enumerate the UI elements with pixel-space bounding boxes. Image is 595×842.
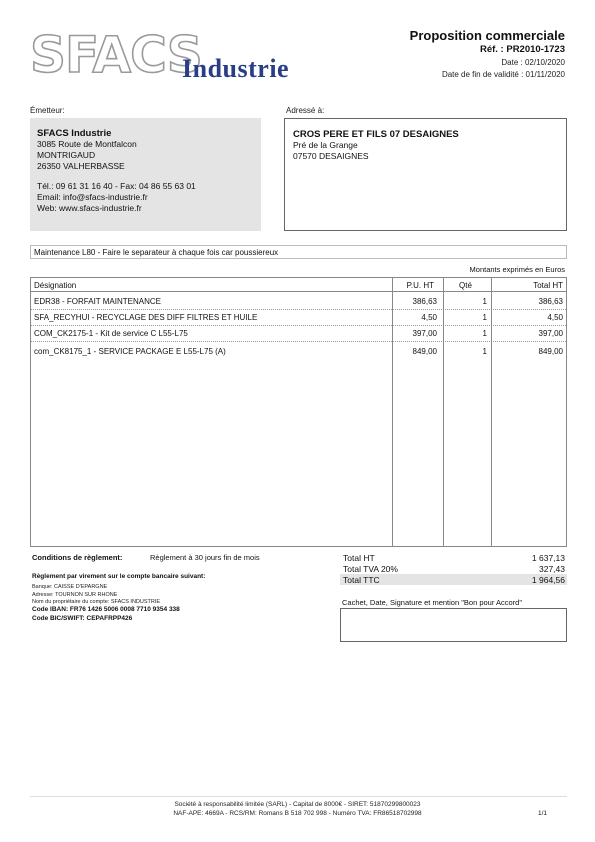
- currency-note: Montants exprimés en Euros: [469, 265, 565, 274]
- sender-web: Web: www.sfacs-industrie.fr: [37, 203, 142, 213]
- row-3-designation: COM_CK2175-1 - Kit de service C L55-L75: [34, 329, 188, 338]
- bic-code: Code BIC/SWIFT: CEPAFRPP426: [32, 615, 133, 622]
- recipient-address-1: Pré de la Grange: [293, 140, 358, 150]
- row-4-quantity: 1: [482, 347, 487, 356]
- total-tva-value: 327,43: [539, 564, 565, 574]
- bank-address: Adresse: TOURNON SUR RHONE: [32, 592, 118, 598]
- row-1-quantity: 1: [482, 297, 487, 306]
- sender-box: [30, 118, 261, 231]
- row-3-unit-price: 397,00: [412, 329, 437, 338]
- logo-subtitle: Industrie: [182, 54, 290, 83]
- table-header: [31, 278, 566, 292]
- total-ht-label: Total HT: [343, 553, 375, 563]
- total-ht-value: 1 637,13: [531, 553, 565, 563]
- row-1-total: 386,63: [538, 297, 563, 306]
- row-4-total: 849,00: [538, 347, 563, 356]
- total-ttc-value: 1 964,56: [531, 575, 565, 585]
- row-4-designation: com_CK8175_1 - SERVICE PACKAGE E L55-L75 (A): [34, 347, 226, 356]
- sender-label: Émetteur:: [30, 106, 65, 115]
- bank-transfer-title: Règlement par virement sur le compte bancaire suivant:: [32, 573, 206, 580]
- validity-date: Date de fin de validité : 01/11/2020: [441, 70, 565, 79]
- sender-phone: Tél.: 09 61 31 16 40 - Fax: 04 86 55 63 01: [37, 181, 196, 191]
- header-quantity: Qté: [459, 281, 472, 290]
- header-unit-price: P.U. HT: [406, 281, 434, 290]
- company-logo: [30, 26, 320, 90]
- footer-legal-1: Société à responsabilité limitée (SARL) - Capital de 8000€ - SIRET: 51870299800023: [174, 801, 421, 808]
- sender-email: Email: info@sfacs-industrie.fr: [37, 192, 148, 202]
- total-ttc-label: Total TTC: [343, 575, 380, 585]
- payment-terms-label: Conditions de règlement:: [32, 553, 123, 562]
- sender-address-3: 26350 VALHERBASSE: [37, 161, 125, 171]
- header-designation: Désignation: [34, 281, 77, 290]
- page-number: 1/1: [537, 810, 547, 817]
- signature-box[interactable]: [340, 608, 567, 642]
- sender-address-1: 3085 Route de Montfalcon: [37, 139, 137, 149]
- sender-name: SFACS Industrie: [37, 128, 112, 139]
- row-2-designation: SFA_RECYHUI - RECYCLAGE DES DIFF FILTRES ET HUILE: [34, 313, 258, 322]
- row-4-unit-price: 849,00: [412, 347, 437, 356]
- recipient-address-2: 07570 DESAIGNES: [293, 151, 369, 161]
- recipient-name: CROS PERE ET FILS 07 DESAIGNES: [293, 129, 459, 140]
- total-ttc-row: [340, 574, 567, 585]
- subject-line: Maintenance L80 - Faire le separateur à chaque fois car poussiereux: [30, 245, 567, 259]
- total-tva-row: [340, 563, 567, 574]
- document-date: Date : 02/10/2020: [501, 58, 565, 67]
- row-2-quantity: 1: [482, 313, 487, 322]
- account-owner: Nom du propriétaire du compte: SFACS INDUSTRIE: [32, 599, 161, 605]
- row-3-total: 397,00: [538, 329, 563, 338]
- iban-code: Code IBAN: FR76 1426 5006 0008 7710 9354 338: [32, 606, 180, 613]
- row-1-unit-price: 386,63: [412, 297, 437, 306]
- sender-address-2: MONTRIGAUD: [37, 150, 96, 160]
- recipient-box: [284, 118, 567, 231]
- signature-label: Cachet, Date, Signature et mention "Bon pour Accord": [342, 598, 523, 607]
- bank-name: Banque: CAISSE D'EPARGNE: [32, 584, 108, 590]
- footer-legal-2: NAF-APE: 4669A - RCS/RM: Romans B 518 702 998 - Numéro TVA: FR86518702998: [173, 810, 422, 817]
- row-2-unit-price: 4,50: [421, 313, 437, 322]
- header-total: Total HT: [533, 281, 563, 290]
- row-2-total: 4,50: [547, 313, 563, 322]
- logo-wordmark: SFACS: [30, 26, 202, 84]
- recipient-label: Adressé à:: [286, 106, 325, 115]
- total-tva-label: Total TVA 20%: [343, 564, 398, 574]
- document-title: Proposition commerciale: [409, 28, 565, 43]
- items-table: [30, 277, 567, 547]
- payment-terms-value: Règlement à 30 jours fin de mois: [150, 553, 260, 562]
- total-ht-row: [340, 552, 567, 563]
- row-3-quantity: 1: [482, 329, 487, 338]
- document-reference: Réf. : PR2010-1723: [479, 44, 565, 55]
- row-1-designation: EDR38 - FORFAIT MAINTENANCE: [34, 297, 161, 306]
